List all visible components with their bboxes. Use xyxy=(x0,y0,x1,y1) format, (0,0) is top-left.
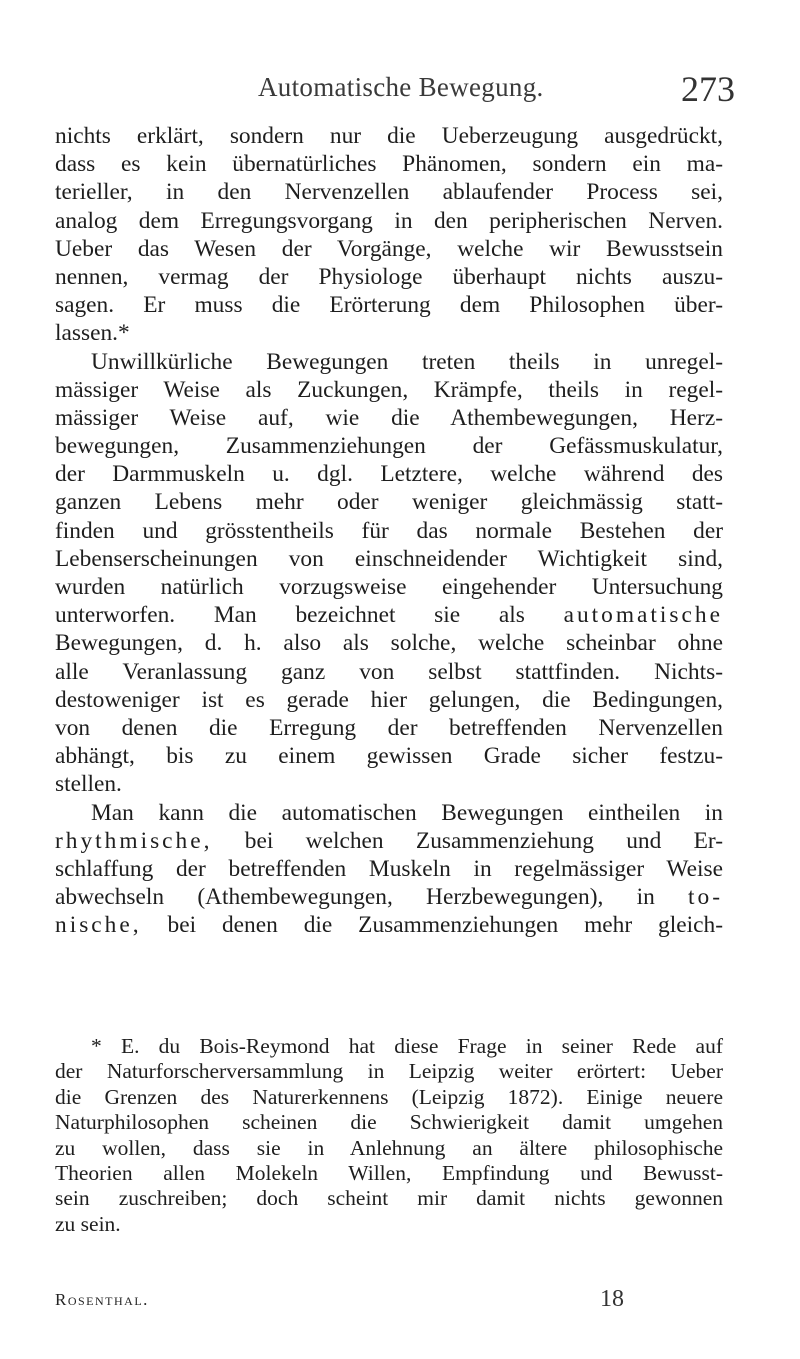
text-line: wurden natürlich vorzugsweise eingehender Untersuchung xyxy=(55,574,723,600)
text-line: der Darmmuskeln u. dgl. Letztere, welche während des xyxy=(55,461,723,488)
text-segment: unterworfen. Man bezeichnet sie als xyxy=(55,602,525,629)
footnote-line: sein zuschreiben; doch scheint mir damit nichts gewonnen xyxy=(55,1186,723,1211)
footnote-line: Theorien allen Molekeln Willen, Empfindung und Bewusst- xyxy=(55,1160,723,1185)
text-line: von denen die Erregung der betreffenden Nervenzellen xyxy=(55,714,723,741)
spaced-term-rhythmische: rhythmische, xyxy=(55,827,213,854)
footnote-line: zu wollen, dass sie in Anlehnung an ältere philosophische xyxy=(55,1135,723,1160)
signature-line xyxy=(0,1286,800,1330)
spaced-term-tonische-part1: to- xyxy=(688,884,723,911)
text-line: mässiger Weise als Zuckungen, Krämpfe, theils in regel- xyxy=(55,376,723,403)
text-line: sagen. Er muss die Erörterung dem Philosophen über- xyxy=(55,292,723,319)
text-line: destoweniger ist es gerade hier gelungen, die Bedingungen, xyxy=(55,686,723,713)
text-line: schlaffung der betreffenden Muskeln in regelmässiger Weise xyxy=(55,855,723,882)
text-line: Ueber das Wesen der Vorgänge, welche wir Bewusstsein xyxy=(55,235,723,262)
text-line: Unwillkürliche Bewegungen treten theils in unregel- xyxy=(91,348,723,375)
spaced-term-automatische: automatische xyxy=(563,602,723,629)
text-segment: bei denen die Zusammenziehungen mehr gleich- xyxy=(167,912,723,939)
page-header xyxy=(0,68,800,118)
footnote-line: der Naturforscherversammlung in Leipzig weiter erörtert: Ueber xyxy=(55,1059,723,1084)
text-line-with-spaced-word xyxy=(55,827,723,855)
text-line: ganzen Lebens mehr oder weniger gleichmässig statt- xyxy=(55,489,723,516)
text-segment: bei welchen Zusammenziehung und Er- xyxy=(244,827,723,854)
text-line: nennen, vermag der Physiologe überhaupt nichts auszu- xyxy=(55,263,723,290)
text-line: stellen. xyxy=(55,771,122,798)
text-line: mässiger Weise auf, wie die Athembewegungen, Herz- xyxy=(55,404,723,431)
text-line: dass es kein übernatürliches Phänomen, sondern ein ma- xyxy=(55,151,723,178)
text-line: alle Veranlassung ganz von selbst stattfinden. Nichts- xyxy=(55,658,723,685)
footnote-line: zu sein. xyxy=(55,1211,121,1236)
text-line: lassen.* xyxy=(55,320,130,347)
text-line: terieller, in den Nervenzellen ablaufender Process sei, xyxy=(55,179,723,206)
spaced-term-tonische-part2: nische, xyxy=(55,912,142,939)
footnote xyxy=(55,1034,723,1237)
page-number: 273 xyxy=(681,69,735,109)
running-title: Automatische Bewegung. xyxy=(258,72,544,102)
footnote-line: Naturphilosophen scheinen die Schwierigkeit damit umgehen xyxy=(55,1110,723,1135)
text-line: nichts erklärt, sondern nur die Ueberzeugung ausgedrückt, xyxy=(55,123,723,149)
text-line: analog dem Erregungsvorgang in den peripherischen Nerven. xyxy=(55,207,723,234)
text-segment: abwechseln (Athembewegungen, Herzbewegungen), in xyxy=(55,884,655,911)
footnote-line: die Grenzen des Naturerkennens (Leipzig 1872). Einige neuere xyxy=(55,1084,723,1109)
text-line: Lebenserscheinungen von einschneidender Wichtigkeit sind, xyxy=(55,545,723,572)
main-text xyxy=(55,122,723,939)
author-mark: Rosenthal. xyxy=(55,1290,149,1309)
text-line-with-spaced-word xyxy=(55,601,723,629)
text-line: abhängt, bis zu einem gewissen Grade sicher festzu- xyxy=(55,743,723,770)
text-line: bewegungen, Zusammenziehungen der Gefässmuskulatur, xyxy=(55,433,723,460)
text-line: finden und grösstentheils für das normale Bestehen der xyxy=(55,517,723,544)
text-line-with-spaced-word xyxy=(55,911,723,939)
text-line: Man kann die automatischen Bewegungen eintheilen in xyxy=(91,799,723,826)
text-line: Bewegungen, d. h. also als solche, welche scheinbar ohne xyxy=(55,630,723,657)
text-line-with-spaced-word xyxy=(55,883,723,911)
footnote-line: * E. du Bois-Reymond hat diese Frage in seiner Rede auf xyxy=(91,1034,723,1058)
sheet-signature-number: 18 xyxy=(600,1286,624,1312)
